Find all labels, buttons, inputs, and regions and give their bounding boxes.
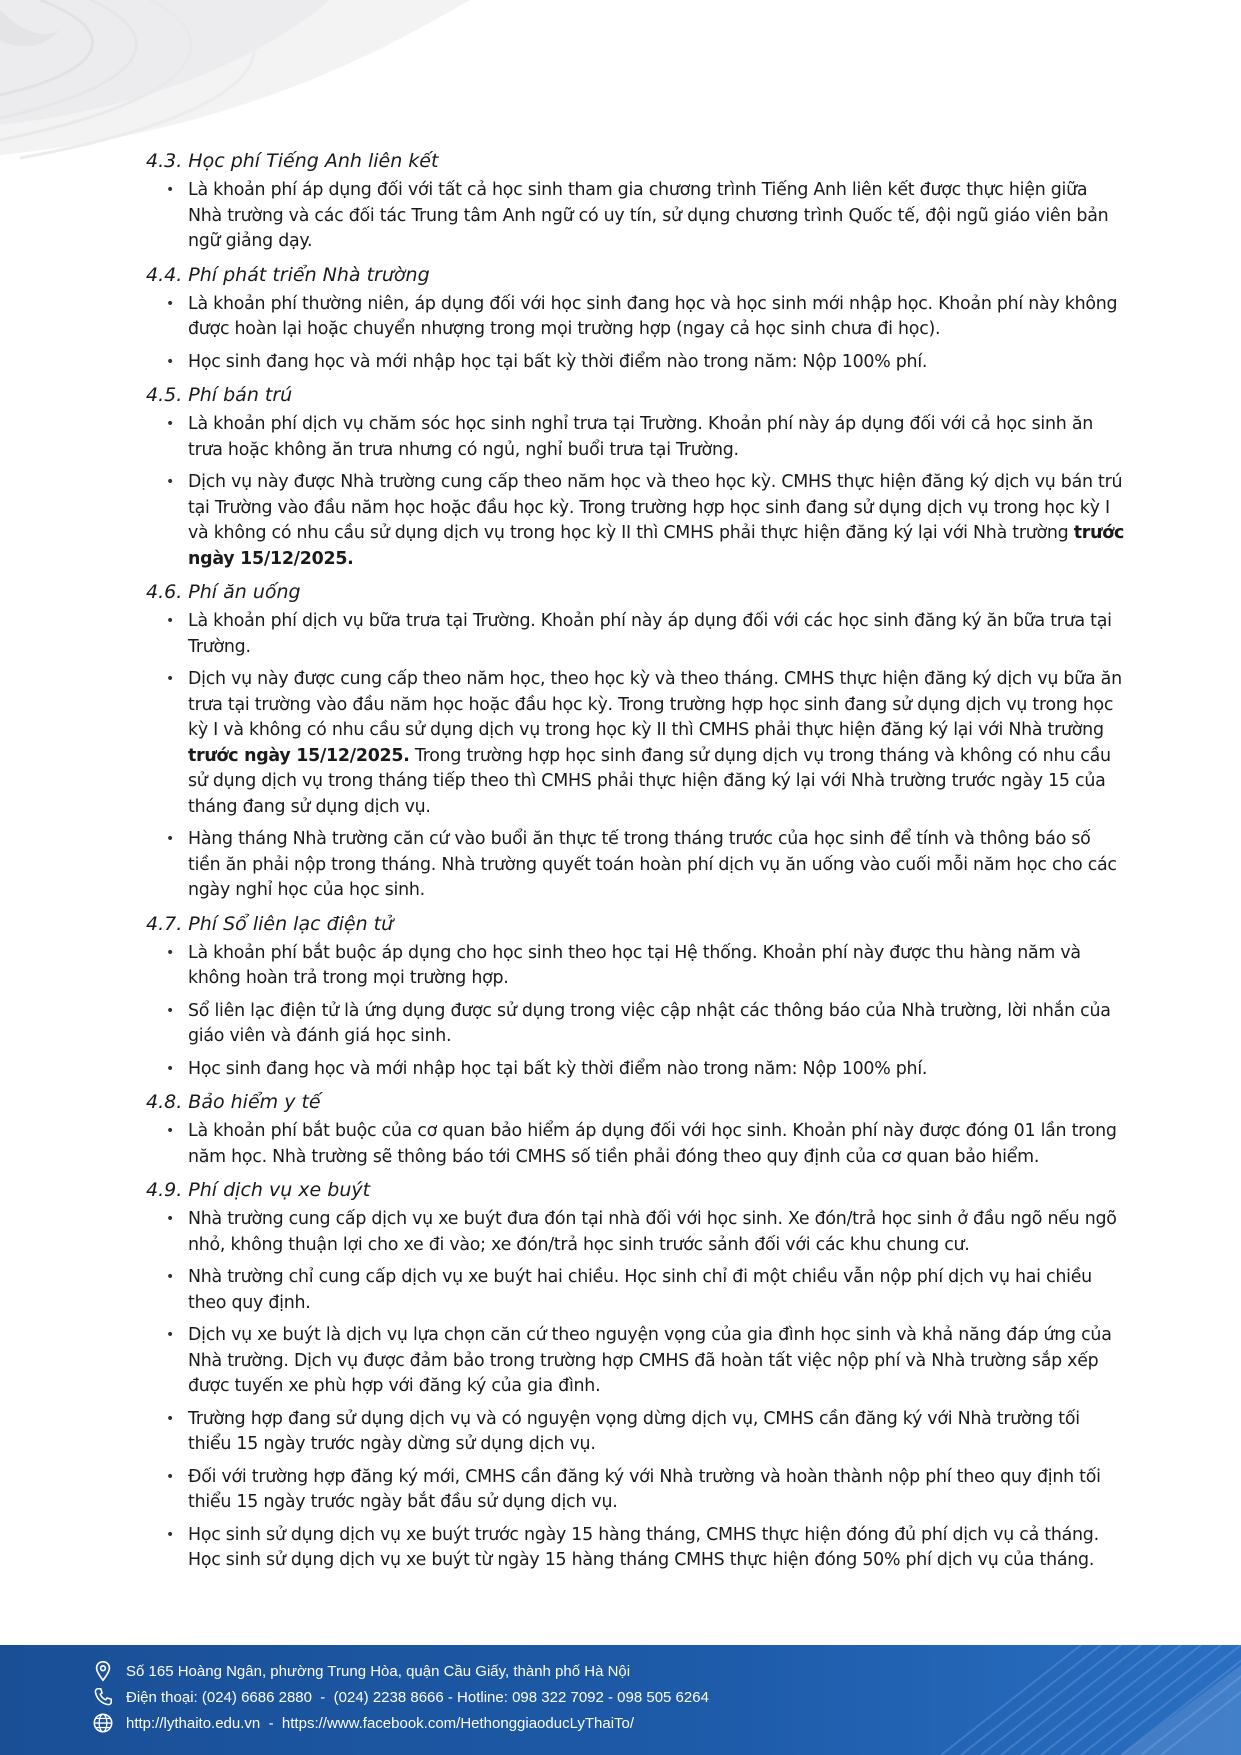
- section: [146, 911, 1126, 1083]
- phone-icon: [92, 1686, 114, 1708]
- section: [146, 1177, 1126, 1574]
- list-item: [146, 470, 1126, 572]
- bullet-list: [146, 292, 1126, 376]
- item-text: Sổ liên lạc điện tử là ứng dụng được sử dụng trong việc cập nhật các thông báo của Nhà trường, lời nhắn của giáo viên và đánh giá học sinh.: [188, 1000, 1111, 1046]
- list-item: [146, 178, 1126, 255]
- bullet-icon: •: [166, 353, 175, 370]
- list-item: [146, 412, 1126, 463]
- item-text: Đối với trường hợp đăng ký mới, CMHS cần đăng ký với Nhà trường và hoàn thành nộp phí theo quy định tối thiểu 15 ngày trước ngày bắt đầu sử dụng dịch vụ.: [188, 1466, 1101, 1512]
- item-text: Là khoản phí áp dụng đối với tất cả học sinh tham gia chương trình Tiếng Anh liên kết được thực hiện giữa Nhà trường và các đối tác Trung tâm Anh ngữ có uy tín, sử dụng chương trình Quốc tế, đội ngũ giáo viên bản ngữ giảng dạy.: [188, 180, 1109, 251]
- bullet-icon: •: [166, 1468, 175, 1485]
- list-item: [146, 1119, 1126, 1170]
- section: [146, 148, 1126, 255]
- list-item: [146, 1057, 1126, 1083]
- footer-address: [92, 1659, 630, 1683]
- bullet-icon: •: [166, 1211, 175, 1227]
- bullet-icon: •: [166, 1269, 175, 1285]
- bullet-icon: •: [166, 831, 175, 847]
- bullet-icon: •: [166, 1002, 175, 1019]
- footer-web: [92, 1711, 634, 1735]
- bullet-list: [146, 412, 1126, 572]
- item-text: Là khoản phí bắt buộc áp dụng cho học sinh theo học tại Hệ thống. Khoản phí này được thu hàng năm và không hoàn trả trong mọi trường hợp.: [188, 942, 1081, 988]
- list-item: [146, 999, 1126, 1050]
- bullet-icon: •: [166, 671, 175, 687]
- footer-address-text: Số 165 Hoàng Ngân, phường Trung Hòa, quận Cầu Giấy, thành phố Hà Nội: [126, 1662, 631, 1680]
- section-title: 4.3. Học phí Tiếng Anh liên kết: [146, 150, 439, 172]
- list-item: [146, 667, 1126, 820]
- footer-web-text: http://lythaito.edu.vn - https://www.facebook.com/HethonggiaoducLyThaiTo/: [126, 1714, 635, 1732]
- list-item: [146, 1323, 1126, 1400]
- bullet-list: [146, 609, 1126, 904]
- item-text: Là khoản phí thường niên, áp dụng đối với học sinh đang học và học sinh mới nhập học. Khoản phí này không được hoàn lại hoặc chuyển nhượng trong mọi trường hợp (ngay cả học sinh chưa đi học).: [188, 293, 1118, 339]
- list-item: [146, 941, 1126, 992]
- list-item: [146, 1407, 1126, 1458]
- list-item: [146, 1523, 1126, 1574]
- list-item: [146, 1265, 1126, 1316]
- document-body: [146, 148, 1126, 1581]
- globe-icon: [92, 1712, 114, 1734]
- item-text: Hàng tháng Nhà trường căn cứ vào buổi ăn thực tế trong tháng trước của học sinh để tính và thông báo số tiền ăn phải nộp trong tháng. Nhà trường quyết toán hoàn phí dịch vụ ăn uống vào cuối mỗi năm học cho các ngày nghỉ học của học sinh.: [188, 829, 1117, 900]
- bullet-icon: •: [166, 1526, 175, 1543]
- page-footer: [0, 1645, 1241, 1755]
- footer-phone: [92, 1685, 709, 1709]
- list-item: [146, 1465, 1126, 1516]
- item-text: Là khoản phí bắt buộc của cơ quan bảo hiểm áp dụng đối với học sinh. Khoản phí này được đóng 01 lần trong năm học. Nhà trường sẽ thông báo tới CMHS số tiền phải đóng theo quy định của cơ quan bảo hiểm.: [188, 1121, 1117, 1167]
- bullet-list: [146, 1119, 1126, 1170]
- bullet-icon: •: [166, 1327, 175, 1343]
- item-bold-text: trước ngày 15/12/2025.: [188, 745, 410, 766]
- bullet-icon: •: [166, 1123, 175, 1139]
- section-title: 4.4. Phí phát triển Nhà trường: [146, 263, 430, 286]
- list-item: [146, 609, 1126, 660]
- list-item: [146, 1207, 1126, 1258]
- section: [146, 262, 1126, 376]
- bullet-icon: •: [166, 944, 175, 961]
- section-title: 4.5. Phí bán trú: [146, 384, 293, 406]
- item-bold-text: trước ngày 15/12/2025.: [188, 523, 1125, 569]
- bullet-icon: •: [166, 474, 175, 490]
- item-text: Dịch vụ này được Nhà trường cung cấp theo năm học và theo học kỳ. CMHS thực hiện đăng ký dịch vụ bán trú tại Trường vào đầu năm học hoặc đầu học kỳ. Trong trường hợp học sinh đang sử dụng dịch vụ trong học kỳ I và không có nhu cầu sử dụng dịch vụ trong học kỳ II thì CMHS phải thực hiện đăng ký lại với Nhà trường: [188, 472, 1123, 543]
- bullet-icon: •: [166, 1410, 175, 1427]
- item-text: Trường hợp đang sử dụng dịch vụ và có nguyện vọng dừng dịch vụ, CMHS cần đăng ký với Nhà trường tối thiểu 15 ngày trước ngày dừng sử dụng dịch vụ.: [188, 1408, 1080, 1454]
- item-text: Học sinh sử dụng dịch vụ xe buýt trước ngày 15 hàng tháng, CMHS thực hiện đóng đủ phí dịch vụ cả tháng. Học sinh sử dụng dịch vụ xe buýt từ ngày 15 hàng tháng CMHS thực hiện đóng 50% phí dịch vụ của tháng.: [188, 1524, 1099, 1570]
- item-text: Dịch vụ xe buýt là dịch vụ lựa chọn căn cứ theo nguyện vọng của gia đình học sinh và khả năng đáp ứng của Nhà trường. Dịch vụ được đảm bảo trong trường hợp CMHS đã hoàn tất việc nộp phí và Nhà trường sắp xếp được tuyến xe phù hợp với đăng ký của gia đình.: [188, 1325, 1112, 1396]
- section: [146, 1089, 1126, 1170]
- item-text: Học sinh đang học và mới nhập học tại bất kỳ thời điểm nào trong năm: Nộp 100% phí.: [188, 351, 928, 372]
- item-text: Là khoản phí dịch vụ chăm sóc học sinh nghỉ trưa tại Trường. Khoản phí này áp dụng đối với cả học sinh ăn trưa hoặc không ăn trưa nhưng có ngủ, nghỉ buổi trưa tại Trường.: [188, 414, 1094, 460]
- footer-stripe-decoration: [821, 1645, 1241, 1755]
- footer-phone-text: Điện thoại: (024) 6686 2880 - (024) 2238 8666 - Hotline: 098 322 7092 - 098 505 6264: [126, 1688, 709, 1706]
- section-title: 4.7. Phí Sổ liên lạc điện tử: [146, 912, 394, 935]
- bullet-icon: •: [166, 416, 175, 432]
- list-item: [146, 350, 1126, 376]
- bullet-list: [146, 178, 1126, 255]
- bullet-icon: •: [166, 613, 175, 629]
- bullet-list: [146, 941, 1126, 1083]
- item-text: Học sinh đang học và mới nhập học tại bất kỳ thời điểm nào trong năm: Nộp 100% phí.: [188, 1058, 928, 1079]
- section: [146, 382, 1126, 572]
- section-title: 4.6. Phí ăn uống: [146, 581, 301, 603]
- item-text: Dịch vụ này được cung cấp theo năm học, theo học kỳ và theo tháng. CMHS thực hiện đăng ký dịch vụ bữa ăn trưa tại trường vào đầu năm học hoặc đầu học kỳ. Trong trường hợp học sinh đang sử dụng dịch vụ trong học kỳ I và không có nhu cầu sử dụng dịch vụ trong học kỳ II thì CMHS phải thực hiện đăng ký lại với Nhà trường: [188, 669, 1122, 740]
- bullet-icon: •: [166, 295, 175, 312]
- section: [146, 579, 1126, 904]
- bullet-icon: •: [166, 182, 175, 198]
- section-title: 4.8. Bảo hiểm y tế: [146, 1091, 321, 1113]
- list-item: [146, 292, 1126, 343]
- corner-wave-decoration: [0, 0, 520, 160]
- bullet-icon: •: [166, 1060, 175, 1077]
- bullet-list: [146, 1207, 1126, 1574]
- item-text-after: Trong trường hợp học sinh đang sử dụng dịch vụ trong tháng và không có nhu cầu sử dụng dịch vụ trong tháng tiếp theo thì CMHS phải thực hiện đăng ký lại với Nhà trường trước ngày 15 của tháng đang sử dụng dịch vụ.: [188, 745, 1111, 817]
- item-text: Là khoản phí dịch vụ bữa trưa tại Trường. Khoản phí này áp dụng đối với các học sinh đăng ký ăn bữa trưa tại Trường.: [188, 611, 1112, 657]
- list-item: [146, 827, 1126, 904]
- section-title: 4.9. Phí dịch vụ xe buýt: [146, 1179, 371, 1201]
- item-text: Nhà trường cung cấp dịch vụ xe buýt đưa đón tại nhà đối với học sinh. Xe đón/trả học sinh ở đầu ngõ nếu ngõ nhỏ, không thuận lợi cho xe đi vào; xe đón/trả học sinh trước sảnh đối với các khu chung cư.: [188, 1209, 1117, 1255]
- location-pin-icon: [92, 1660, 114, 1682]
- item-text: Nhà trường chỉ cung cấp dịch vụ xe buýt hai chiều. Học sinh chỉ đi một chiều vẫn nộp phí dịch vụ hai chiều theo quy định.: [188, 1267, 1092, 1313]
